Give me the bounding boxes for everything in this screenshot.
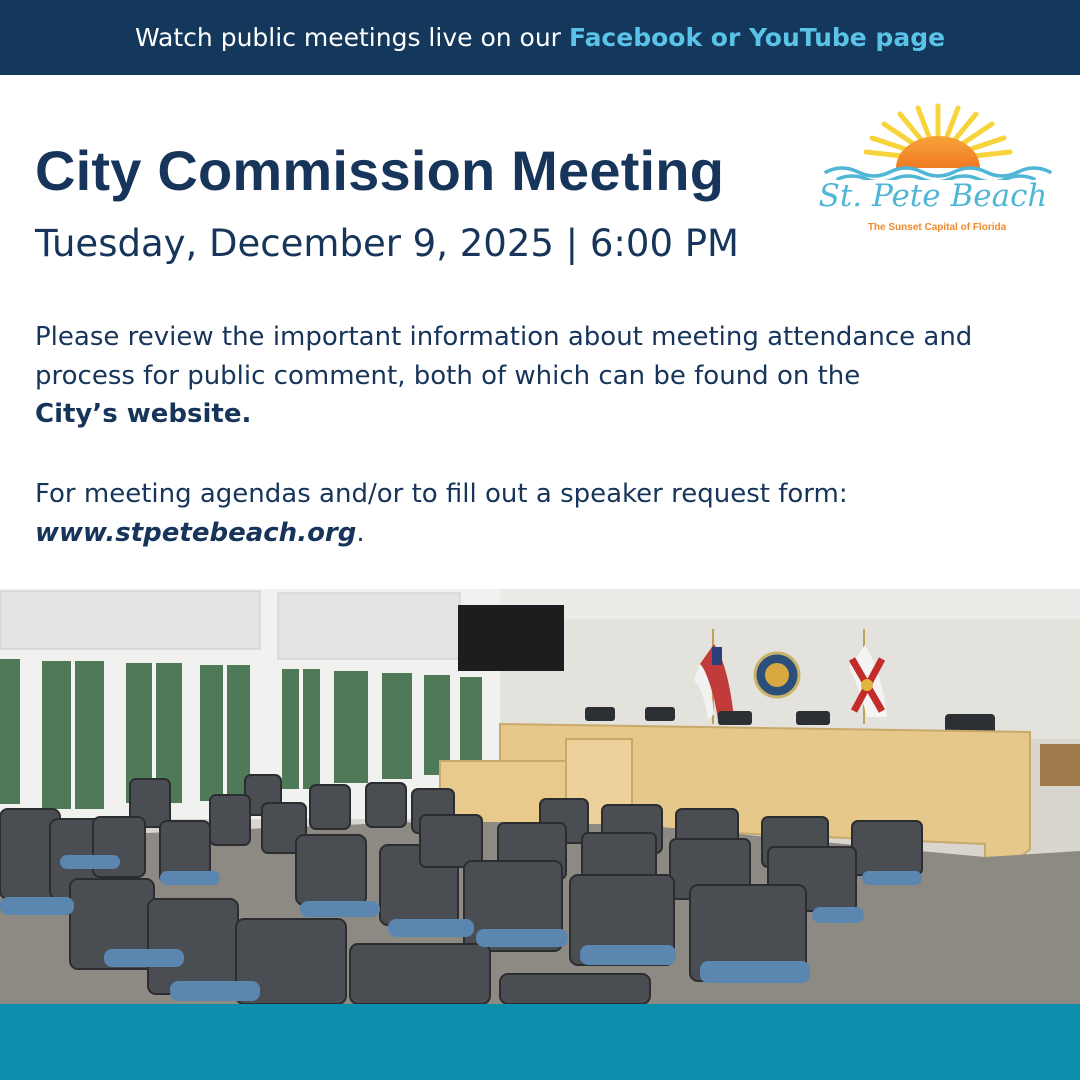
city-logo [818,100,1058,240]
window-blinds [0,591,460,659]
meeting-datetime: Tuesday, December 9, 2025 | 6:00 PM [35,222,739,265]
sun-icon [818,100,1058,180]
banner-text: Watch public meetings live on our [134,23,561,52]
social-media-link[interactable]: Facebook or YouTube page [568,23,946,52]
agenda-info-text: For meeting agendas and/or to fill out a speaker request form: [35,479,848,509]
city-website-link[interactable]: City’s website. [35,399,252,429]
logo-tagline: The Sunset Capital of Florida [867,222,1007,233]
tv-screen [458,605,564,671]
footer-bar [0,1004,1080,1080]
website-url-link[interactable]: www.stpetebeach.org [35,517,357,548]
website-suffix: . [356,517,365,548]
logo-brand-name: St. Pete Beach [818,178,1048,214]
agenda-info [35,475,995,552]
top-banner [0,0,1080,75]
attendance-info [35,318,995,434]
chamber-photo [0,589,1080,1004]
page-title: City Commission Meeting [35,139,725,202]
attendance-info-text: Please review the important information about meeting attendance and process for public comment, both of which can be found on the [35,322,973,391]
